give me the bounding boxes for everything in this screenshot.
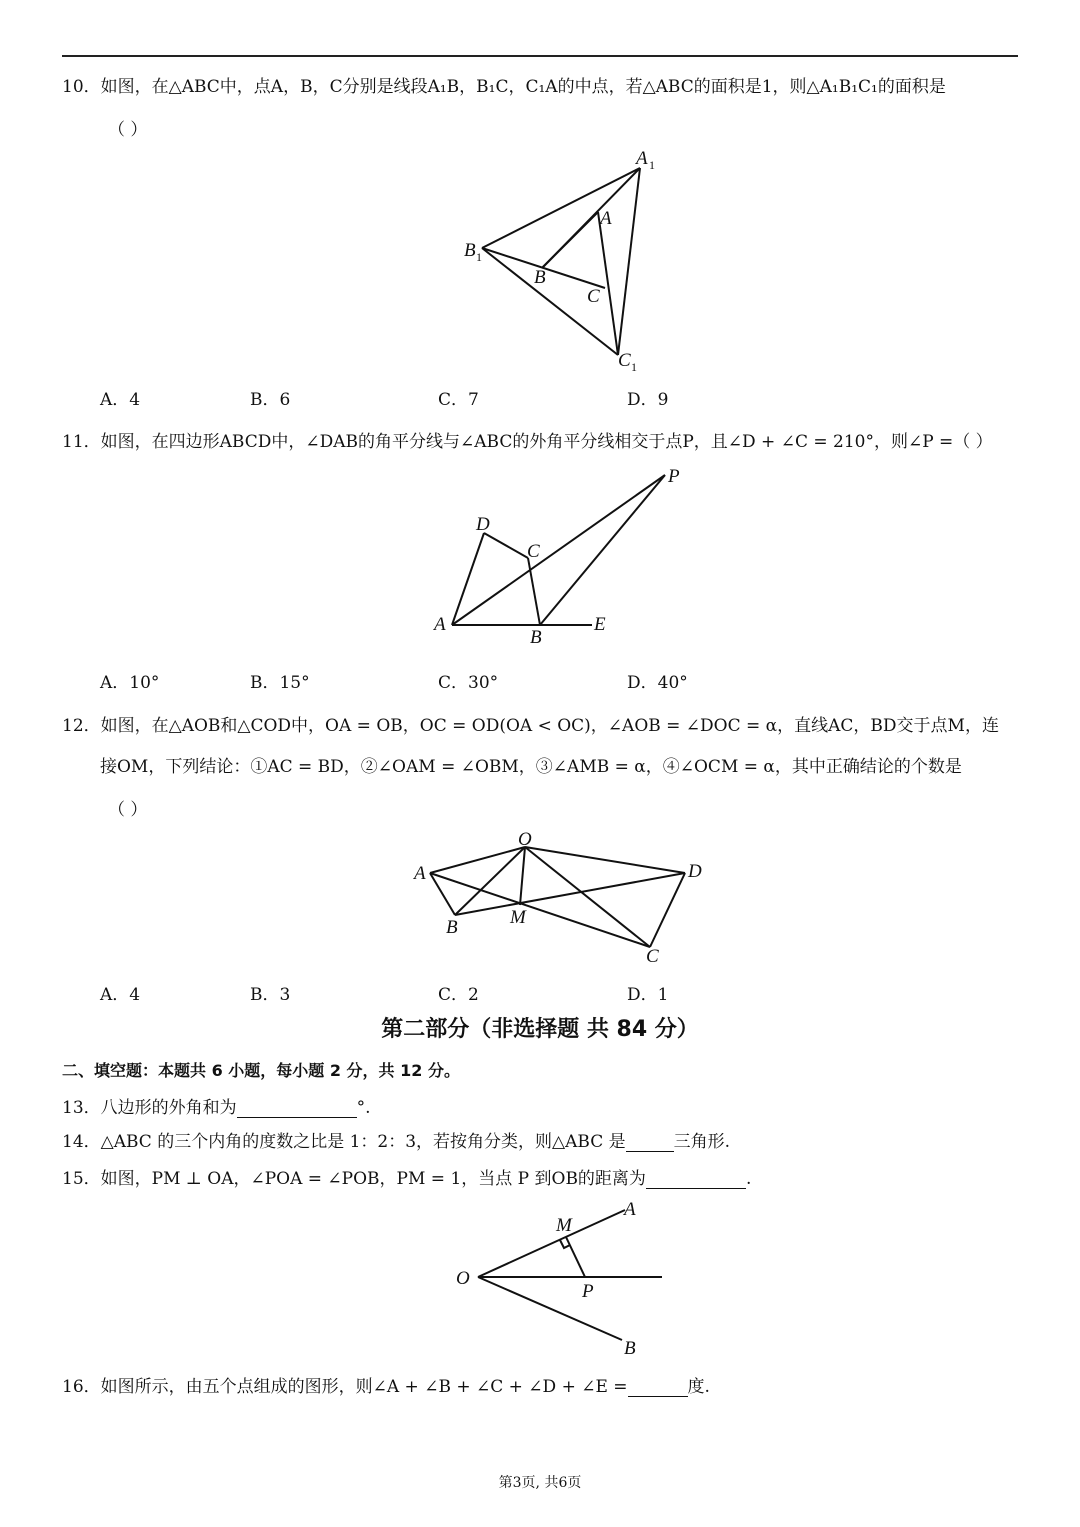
label-C: C — [587, 286, 600, 307]
q15-figure — [450, 1195, 680, 1360]
q10-option-d[interactable]: D．9 — [627, 390, 669, 410]
q10-answer-paren: （ ） — [108, 120, 148, 140]
label-A: A — [624, 1199, 636, 1220]
q13-blank[interactable] — [237, 1100, 357, 1118]
label-P: P — [582, 1281, 594, 1302]
q10-figure — [440, 140, 680, 380]
q16-blank[interactable] — [628, 1379, 688, 1397]
q14-text: 14．△ABC 的三个内角的度数之比是 1：2：3，若按角分类，则△ABC 是 — [62, 1132, 626, 1152]
label-A: A — [600, 208, 612, 229]
q10-option-a[interactable]: A．4 — [100, 390, 141, 410]
svg-text:1: 1 — [649, 158, 655, 172]
label-A1: A — [636, 148, 648, 169]
q10-text: 10．如图，在△ABC中，点A，B，C分别是线段A₁B，B₁C，C₁A的中点，若△ABC的面积是1，则△A₁B₁C₁的面积是 — [62, 77, 946, 97]
q16 — [62, 1372, 710, 1397]
q12-figure — [410, 825, 710, 970]
q10-option-c[interactable]: C．7 — [438, 390, 479, 410]
q15-suffix: . — [745, 1169, 752, 1189]
page-footer: 第3页, 共6页 — [498, 1475, 582, 1491]
q12-option-c[interactable]: C．2 — [438, 985, 479, 1005]
label-O: O — [518, 829, 532, 850]
q15-blank[interactable] — [646, 1171, 746, 1189]
q15 — [62, 1164, 751, 1189]
q12-option-b[interactable]: B．3 — [250, 985, 291, 1005]
label-D: D — [476, 514, 490, 535]
q11-figure — [420, 460, 700, 650]
label-O: O — [456, 1268, 470, 1289]
q12-text-line1: 12．如图，在△AOB和△COD中，OA = OB，OC = OD(OA < OC)，∠AOB = ∠DOC = α，直线AC，BD交于点M，连 — [62, 716, 999, 736]
q12-text-line2: 接OM，下列结论：①AC = BD，②∠OAM = ∠OBM，③∠AMB = α，④∠OCM = α，其中正确结论的个数是 — [100, 757, 962, 777]
label-B: B — [534, 267, 546, 288]
q13-suffix: °. — [356, 1098, 371, 1118]
svg-text:1: 1 — [476, 250, 482, 264]
label-M: M — [556, 1215, 572, 1236]
q16-text: 16．如图所示，由五个点组成的图形，则∠A + ∠B + ∠C + ∠D + ∠E = — [62, 1377, 628, 1397]
fill-in-heading: 二、填空题：本题共 6 小题，每小题 2 分，共 12 分。 — [62, 1061, 460, 1080]
label-D: D — [688, 861, 702, 882]
label-B: B — [446, 917, 458, 938]
section-title: 第二部分（非选择题 共 84 分） — [381, 1017, 699, 1042]
q12-option-d[interactable]: D．1 — [627, 985, 669, 1005]
svg-text:1: 1 — [631, 360, 637, 374]
q14-blank[interactable] — [626, 1134, 674, 1152]
q16-suffix: 度. — [687, 1377, 710, 1397]
label-M: M — [510, 907, 526, 928]
label-A: A — [434, 614, 446, 635]
q10-option-b[interactable]: B．6 — [250, 390, 291, 410]
label-E: E — [594, 614, 606, 635]
q11-option-d[interactable]: D．40° — [627, 673, 688, 693]
top-rule — [62, 55, 1018, 57]
q15-text: 15．如图，PM ⊥ OA，∠POA = ∠POB，PM = 1，当点 P 到OB的距离为 — [62, 1169, 646, 1189]
label-C1: C — [618, 350, 631, 371]
label-A: A — [414, 863, 426, 884]
q12-option-a[interactable]: A．4 — [100, 985, 141, 1005]
label-P: P — [668, 466, 680, 487]
label-B: B — [624, 1338, 636, 1359]
q11-option-c[interactable]: C．30° — [438, 673, 499, 693]
q11-option-b[interactable]: B．15° — [250, 673, 310, 693]
q13 — [62, 1093, 371, 1118]
label-C: C — [527, 541, 540, 562]
label-B: B — [530, 627, 542, 648]
q11-text: 11．如图，在四边形ABCD中，∠DAB的角平分线与∠ABC的外角平分线相交于点P，且∠D + ∠C = 210°，则∠P =（ ） — [62, 432, 993, 452]
label-C: C — [646, 946, 659, 967]
q11-option-a[interactable]: A．10° — [100, 673, 160, 693]
q14 — [62, 1127, 730, 1152]
label-B1: B — [464, 240, 476, 261]
q12-answer-paren: （ ） — [108, 800, 148, 820]
q13-text: 13．八边形的外角和为 — [62, 1098, 237, 1118]
q14-suffix: 三角形. — [673, 1132, 731, 1152]
